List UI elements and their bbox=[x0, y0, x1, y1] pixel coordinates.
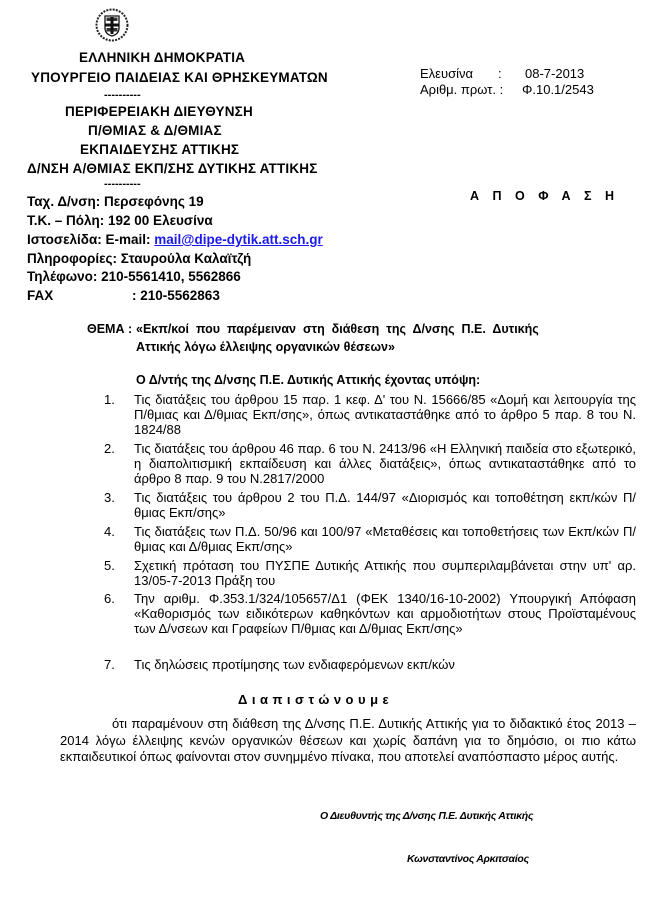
list-item-number: 5. bbox=[104, 558, 115, 573]
subject-line-1: «Εκπ/κοί που παρέμειναν στη διάθεση της Δ/νσης Π.Ε. Δυτικής bbox=[136, 322, 539, 336]
list-item: Την αριθμ. Φ.353.1/324/105657/Δ1 (ΦΕΚ 1340/16-10-2002) Υπουργική Απόφαση «Καθορισμός των ειδικότερων καθηκόντων και αρμοδιοτήτων στους Προϊσταμένους των Δ/νσεων και Γραφείων Π/θμιας και Δ/θμιας Εκπ/σης» bbox=[134, 591, 636, 636]
finding-heading: Διαπιστώνουμε bbox=[238, 692, 394, 707]
directorate-title: Δ/ΝΣΗ Α/ΘΜΙΑΣ ΕΚΠ/ΣΗΣ ΔΥΤΙΚΗΣ ΑΤΤΙΚΗΣ bbox=[27, 161, 318, 176]
document-date: 08-7-2013 bbox=[525, 66, 585, 81]
ministry-title: ΥΠΟΥΡΓΕΙΟ ΠΑΙΔΕΙΑΣ ΚΑΙ ΘΡΗΣΚΕΥΜΑΤΩΝ bbox=[31, 70, 328, 85]
list-item: Τις διατάξεις του άρθρου 2 του Π.Δ. 144/97 «Διορισμός και τοποθέτηση εκπ/κών Π/θμιας Εκπ/σης» bbox=[134, 490, 636, 520]
list-item-number: 4. bbox=[104, 524, 115, 539]
phone: Τηλέφωνο: 210-5561410, 5562866 bbox=[27, 269, 241, 284]
regional-directorate-line-3: ΕΚΠΑΙΔΕΥΣΗΣ ΑΤΤΙΚΗΣ bbox=[80, 142, 240, 157]
subject-line-2: Αττικής λόγω έλλειψης οργανικών θέσεων» bbox=[136, 340, 395, 354]
postal-city: Τ.Κ. – Πόλη: 192 00 Ελευσίνα bbox=[27, 213, 213, 228]
place-separator: : bbox=[498, 66, 502, 81]
republic-title: ΕΛΛΗΝΙΚΗ ΔΗΜΟΚΡΑΤΙΑ bbox=[79, 50, 246, 65]
place-label: Ελευσίνα bbox=[420, 66, 474, 81]
list-item-number: 7. bbox=[104, 657, 115, 672]
signatory-title: Ο Διευθυντής της Δ/νσης Π.Ε. Δυτικής Αττικής bbox=[320, 810, 534, 822]
separator: ---------- bbox=[104, 178, 141, 190]
fax-label: FAX bbox=[27, 288, 54, 303]
considering-heading: Ο Δ/ντής της Δ/νσης Π.Ε. Δυτικής Αττικής έχοντας υπόψη: bbox=[136, 373, 481, 387]
list-item: Τις δηλώσεις προτίμησης των ενδιαφερόμενων εκπ/κών bbox=[134, 657, 455, 672]
email-link[interactable]: mail@dipe-dytik.att.sch.gr bbox=[154, 232, 323, 247]
signatory-name: Κωνσταντίνος Αρκιτσαίος bbox=[407, 853, 529, 865]
protocol-label: Αριθμ. πρωτ. : bbox=[420, 82, 504, 97]
list-item: Τις διατάξεις του άρθρου 15 παρ. 1 κεφ. Δ' του Ν. 15666/85 «Δομή και λειτουργία της Π/θμιας και Δ/θμιας Εκπ/σης», όπως αντικαταστάθηκε από το άρθρο 5 παρ. 8 του Ν. 1824/88 bbox=[134, 392, 636, 437]
list-item-number: 3. bbox=[104, 490, 115, 505]
separator: ---------- bbox=[104, 89, 141, 101]
address: Ταχ. Δ/νση: Περσεφόνης 19 bbox=[27, 194, 204, 209]
list-item: Σχετική πρόταση του ΠΥΣΠΕ Δυτικής Αττικής που συμπεριλαμβάνεται στην υπ' αρ. 13/05-7-2013 Πράξη του bbox=[134, 558, 636, 588]
list-item-number: 6. bbox=[104, 591, 115, 606]
finding-text: ότι παραμένουν στη διάθεση της Δ/νσης Π.Ε. Δυτικής Αττικής για το διδακτικό έτος 2013 – 2014 λόγω έλλειψης κενών οργανικών θέσεων και χωρίς δαπάνη για το δημόσιο, οι πιο κάτω εκπαιδευτικοί όπως φαίνονται στον συνημμένο πίνακα, που αποτελεί αναπόσπαστο μέρος αυτής. bbox=[60, 716, 636, 764]
greek-coat-of-arms-icon bbox=[95, 8, 129, 42]
fax-value: : 210-5562863 bbox=[132, 288, 220, 303]
website-email-row bbox=[27, 232, 323, 247]
website-label: Ιστοσελίδα: E-mail: bbox=[27, 232, 155, 247]
list-item-number: 2. bbox=[104, 441, 115, 456]
regional-directorate-line-2: Π/ΘΜΙΑΣ & Δ/ΘΜΙΑΣ bbox=[88, 123, 222, 138]
protocol-number: Φ.10.1/2543 bbox=[522, 82, 594, 97]
subject-label: ΘΕΜΑ : bbox=[87, 322, 133, 336]
regional-directorate-line-1: ΠΕΡΙΦΕΡΕΙΑΚΗ ΔΙΕΥΘΥΝΣΗ bbox=[65, 104, 253, 119]
list-item-number: 1. bbox=[104, 392, 115, 407]
info-contact: Πληροφορίες: Σταυρούλα Καλαϊτζή bbox=[27, 251, 252, 266]
document-type: Α Π Ο Φ Α Σ Η bbox=[470, 189, 619, 203]
list-item: Τις διατάξεις των Π.Δ. 50/96 και 100/97 «Μεταθέσεις και τοποθετήσεις των Εκπ/κών Π/θμιας και Δ/θμιας Εκπ/σης» bbox=[134, 524, 636, 554]
list-item: Τις διατάξεις του άρθρου 46 παρ. 6 του Ν. 2413/96 «Η Ελληνική παιδεία στο εξωτερικό, η διαπολιτισμική εκπαίδευση και άλλες διατάξεις», όπως αντικαταστάθηκε από το άρθρο 8 παρ. 9 του Ν.2817/2000 bbox=[134, 441, 636, 486]
